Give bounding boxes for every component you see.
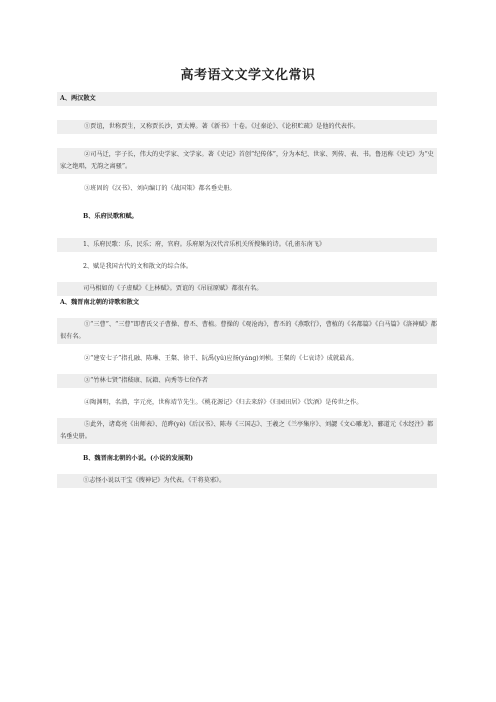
blank-row xyxy=(57,444,437,452)
section-heading-han-prose: A、两汉散文 xyxy=(57,92,437,106)
blank-row xyxy=(57,344,437,352)
paragraph-tao-yuanming: ④陶渊明，名潜，字元亮，世称靖节先生。《桃花源记》《归去来辞》《归园田居》《饮酒》是传世之作。 xyxy=(84,399,363,406)
section-heading-yuefu: B、乐府民歌和赋。 xyxy=(83,213,138,220)
paragraph-ban-gu: ③班固的《汉书》、刘向编订的《战国策》都名垂史册。 xyxy=(84,185,236,192)
blank-row xyxy=(57,252,437,260)
document-body xyxy=(57,92,437,488)
page-title: 高考语文文学文化常识 xyxy=(180,68,316,83)
paragraph-yuefu: 1、乐府民歌：乐，民乐；府，官府。乐府原为汉代音乐机关所搜集的诗。《孔雀东南飞》 xyxy=(57,238,437,252)
section-heading-wei-jin-fiction: B、魏晋南北朝的小说。(小说的发展期) xyxy=(83,455,194,462)
section-heading-wei-jin-poetry: A、魏晋南北朝的诗歌和散文 xyxy=(60,299,140,306)
paragraph-sima-xiangru: 司马相如的《子虚赋》《上林赋》。贾谊的《吊屈原赋》都很有名。 xyxy=(57,282,437,296)
blank-row xyxy=(57,366,437,374)
paragraph-sima-qian: ②司马迁，字子长，伟大的史学家、文学家。著《史记》首创“纪传体”，分为本纪、世家、列传、表、书。鲁迅称《史记》为“史家之绝唱，无韵之离骚”。 xyxy=(57,148,437,174)
blank-row xyxy=(57,134,437,148)
blank-row xyxy=(57,224,437,238)
paragraph-other-works: ⑤此外，诸葛亮《出师表》、范晔(yè)《后汉书》、陈寿《三国志》、王羲之《兰亭集序》、刘勰《文心雕龙》、郦道元《水经注》都名垂史册。 xyxy=(57,418,437,444)
blank-row xyxy=(57,310,437,318)
paragraph-zhiguai: ①志怪小说以干宝《搜神记》为代表。《干将莫邪》。 xyxy=(57,474,437,488)
paragraph-three-cao: ①“三曹”、“三曹”即曹氏父子曹操、曹丕、曹植。曹操的《观沧海》，曹丕的《燕歌行》，曹植的《名都篇》《白马篇》《洛神赋》都很有名。 xyxy=(57,318,437,344)
paragraph-jia-yi: ①贾谊，世称贾生，又称贾长沙，贾太傅。著《新书》十卷。《过秦论》、《论积贮疏》是他的代表作。 xyxy=(57,120,437,134)
paragraph-fu: 2、赋是我国古代的文和散文的综合体。 xyxy=(83,263,193,270)
blank-row xyxy=(57,466,437,474)
blank-row xyxy=(57,174,437,182)
paragraph-bamboo-grove: ③“竹林七贤”指嵇康、阮籍、向秀等七位作者 xyxy=(57,374,437,388)
blank-row xyxy=(57,106,437,120)
blank-row xyxy=(57,196,437,210)
blank-row xyxy=(57,388,437,396)
paragraph-jian-an-seven: ②“建安七子”指孔融、陈琳、王粲、徐干、阮禹(yǔ)应扬(yáng)刘桢。王粲的《七哀诗》成就最高。 xyxy=(84,355,358,362)
blank-row xyxy=(57,274,437,282)
blank-row xyxy=(57,410,437,418)
